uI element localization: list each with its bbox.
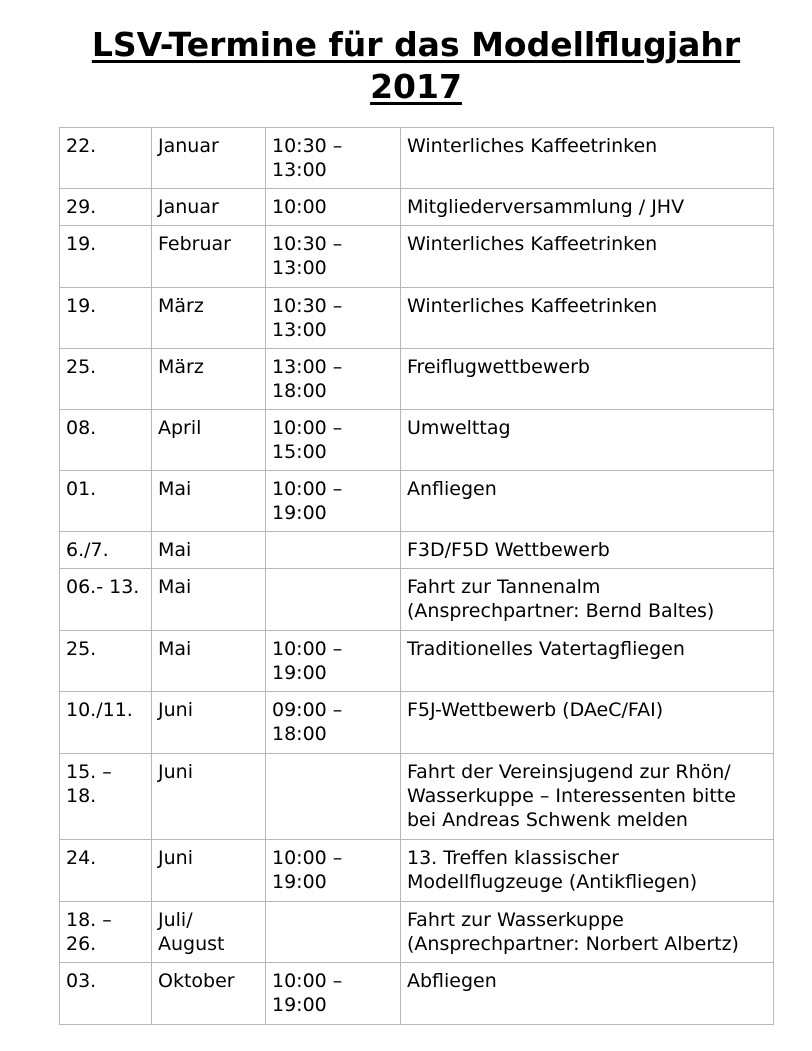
time-cell: 10:30 – 13:00 [266, 288, 401, 349]
day-cell: 25. [60, 631, 152, 692]
event-cell: Fahrt zur Wasserkuppe (Ansprechpartner: Norbert Albertz) [401, 902, 774, 963]
month-cell: Mai [152, 471, 266, 532]
time-cell: 10:00 – 19:00 [266, 471, 401, 532]
event-cell: Traditionelles Vatertagfliegen [401, 631, 774, 692]
time-cell: 10:00 – 15:00 [266, 410, 401, 471]
time-cell [266, 754, 401, 840]
table-row [60, 189, 774, 226]
day-cell: 25. [60, 349, 152, 410]
day-cell: 18. – 26. [60, 902, 152, 963]
month-cell: Juni [152, 754, 266, 840]
table-row [60, 569, 774, 631]
time-cell [266, 569, 401, 631]
time-cell [266, 532, 401, 569]
day-cell: 06.- 13. [60, 569, 152, 631]
table-row [60, 840, 774, 902]
event-cell: Winterliches Kaffeetrinken [401, 128, 774, 189]
table-row [60, 349, 774, 410]
month-cell: Juni [152, 840, 266, 902]
day-cell: 15. – 18. [60, 754, 152, 840]
month-cell: Juni [152, 692, 266, 754]
month-cell: März [152, 288, 266, 349]
table-row [60, 692, 774, 754]
month-cell: Juli/ August [152, 902, 266, 963]
time-cell: 10:00 – 19:00 [266, 631, 401, 692]
event-cell: Umwelttag [401, 410, 774, 471]
day-cell: 19. [60, 288, 152, 349]
table-row [60, 902, 774, 963]
table-row [60, 288, 774, 349]
month-cell: Oktober [152, 963, 266, 1025]
day-cell: 22. [60, 128, 152, 189]
month-cell: Mai [152, 532, 266, 569]
table-row [60, 754, 774, 840]
event-cell: Winterliches Kaffeetrinken [401, 226, 774, 288]
day-cell: 01. [60, 471, 152, 532]
event-cell: Fahrt der Vereinsjugend zur Rhön/ Wasserkuppe – Interessenten bitte bei Andreas Schwenk melden [401, 754, 774, 840]
month-cell: März [152, 349, 266, 410]
title-line-2: 2017 [370, 67, 462, 106]
event-cell: F3D/F5D Wettbewerb [401, 532, 774, 569]
day-cell: 10./11. [60, 692, 152, 754]
table-row [60, 631, 774, 692]
day-cell: 29. [60, 189, 152, 226]
time-cell: 10:00 – 19:00 [266, 963, 401, 1025]
time-cell: 13:00 – 18:00 [266, 349, 401, 410]
day-cell: 19. [60, 226, 152, 288]
time-cell: 10:30 – 13:00 [266, 226, 401, 288]
event-cell: Mitgliederversammlung / JHV [401, 189, 774, 226]
month-cell: Februar [152, 226, 266, 288]
month-cell: Mai [152, 631, 266, 692]
table-row [60, 410, 774, 471]
event-cell: Winterliches Kaffeetrinken [401, 288, 774, 349]
title-line-1: LSV-Termine für das Modellflugjahr [91, 25, 741, 64]
table-row [60, 963, 774, 1025]
event-cell: F5J-Wettbewerb (DAeC/FAI) [401, 692, 774, 754]
day-cell: 24. [60, 840, 152, 902]
time-cell: 10:00 [266, 189, 401, 226]
page-title [0, 24, 812, 108]
day-cell: 6./7. [60, 532, 152, 569]
event-cell: Anfliegen [401, 471, 774, 532]
event-cell: Abfliegen [401, 963, 774, 1025]
time-cell [266, 902, 401, 963]
time-cell: 10:30 – 13:00 [266, 128, 401, 189]
event-cell: Fahrt zur Tannenalm (Ansprechpartner: Bernd Baltes) [401, 569, 774, 631]
event-cell: 13. Treffen klassischer Modellflugzeuge (Antikfliegen) [401, 840, 774, 902]
event-cell: Freiflugwettbewerb [401, 349, 774, 410]
month-cell: April [152, 410, 266, 471]
day-cell: 08. [60, 410, 152, 471]
table-row [60, 532, 774, 569]
month-cell: Januar [152, 128, 266, 189]
table-row [60, 128, 774, 189]
month-cell: Mai [152, 569, 266, 631]
table-row [60, 226, 774, 288]
table-row [60, 471, 774, 532]
time-cell: 09:00 – 18:00 [266, 692, 401, 754]
day-cell: 03. [60, 963, 152, 1025]
month-cell: Januar [152, 189, 266, 226]
time-cell: 10:00 – 19:00 [266, 840, 401, 902]
schedule-table [59, 127, 774, 1025]
